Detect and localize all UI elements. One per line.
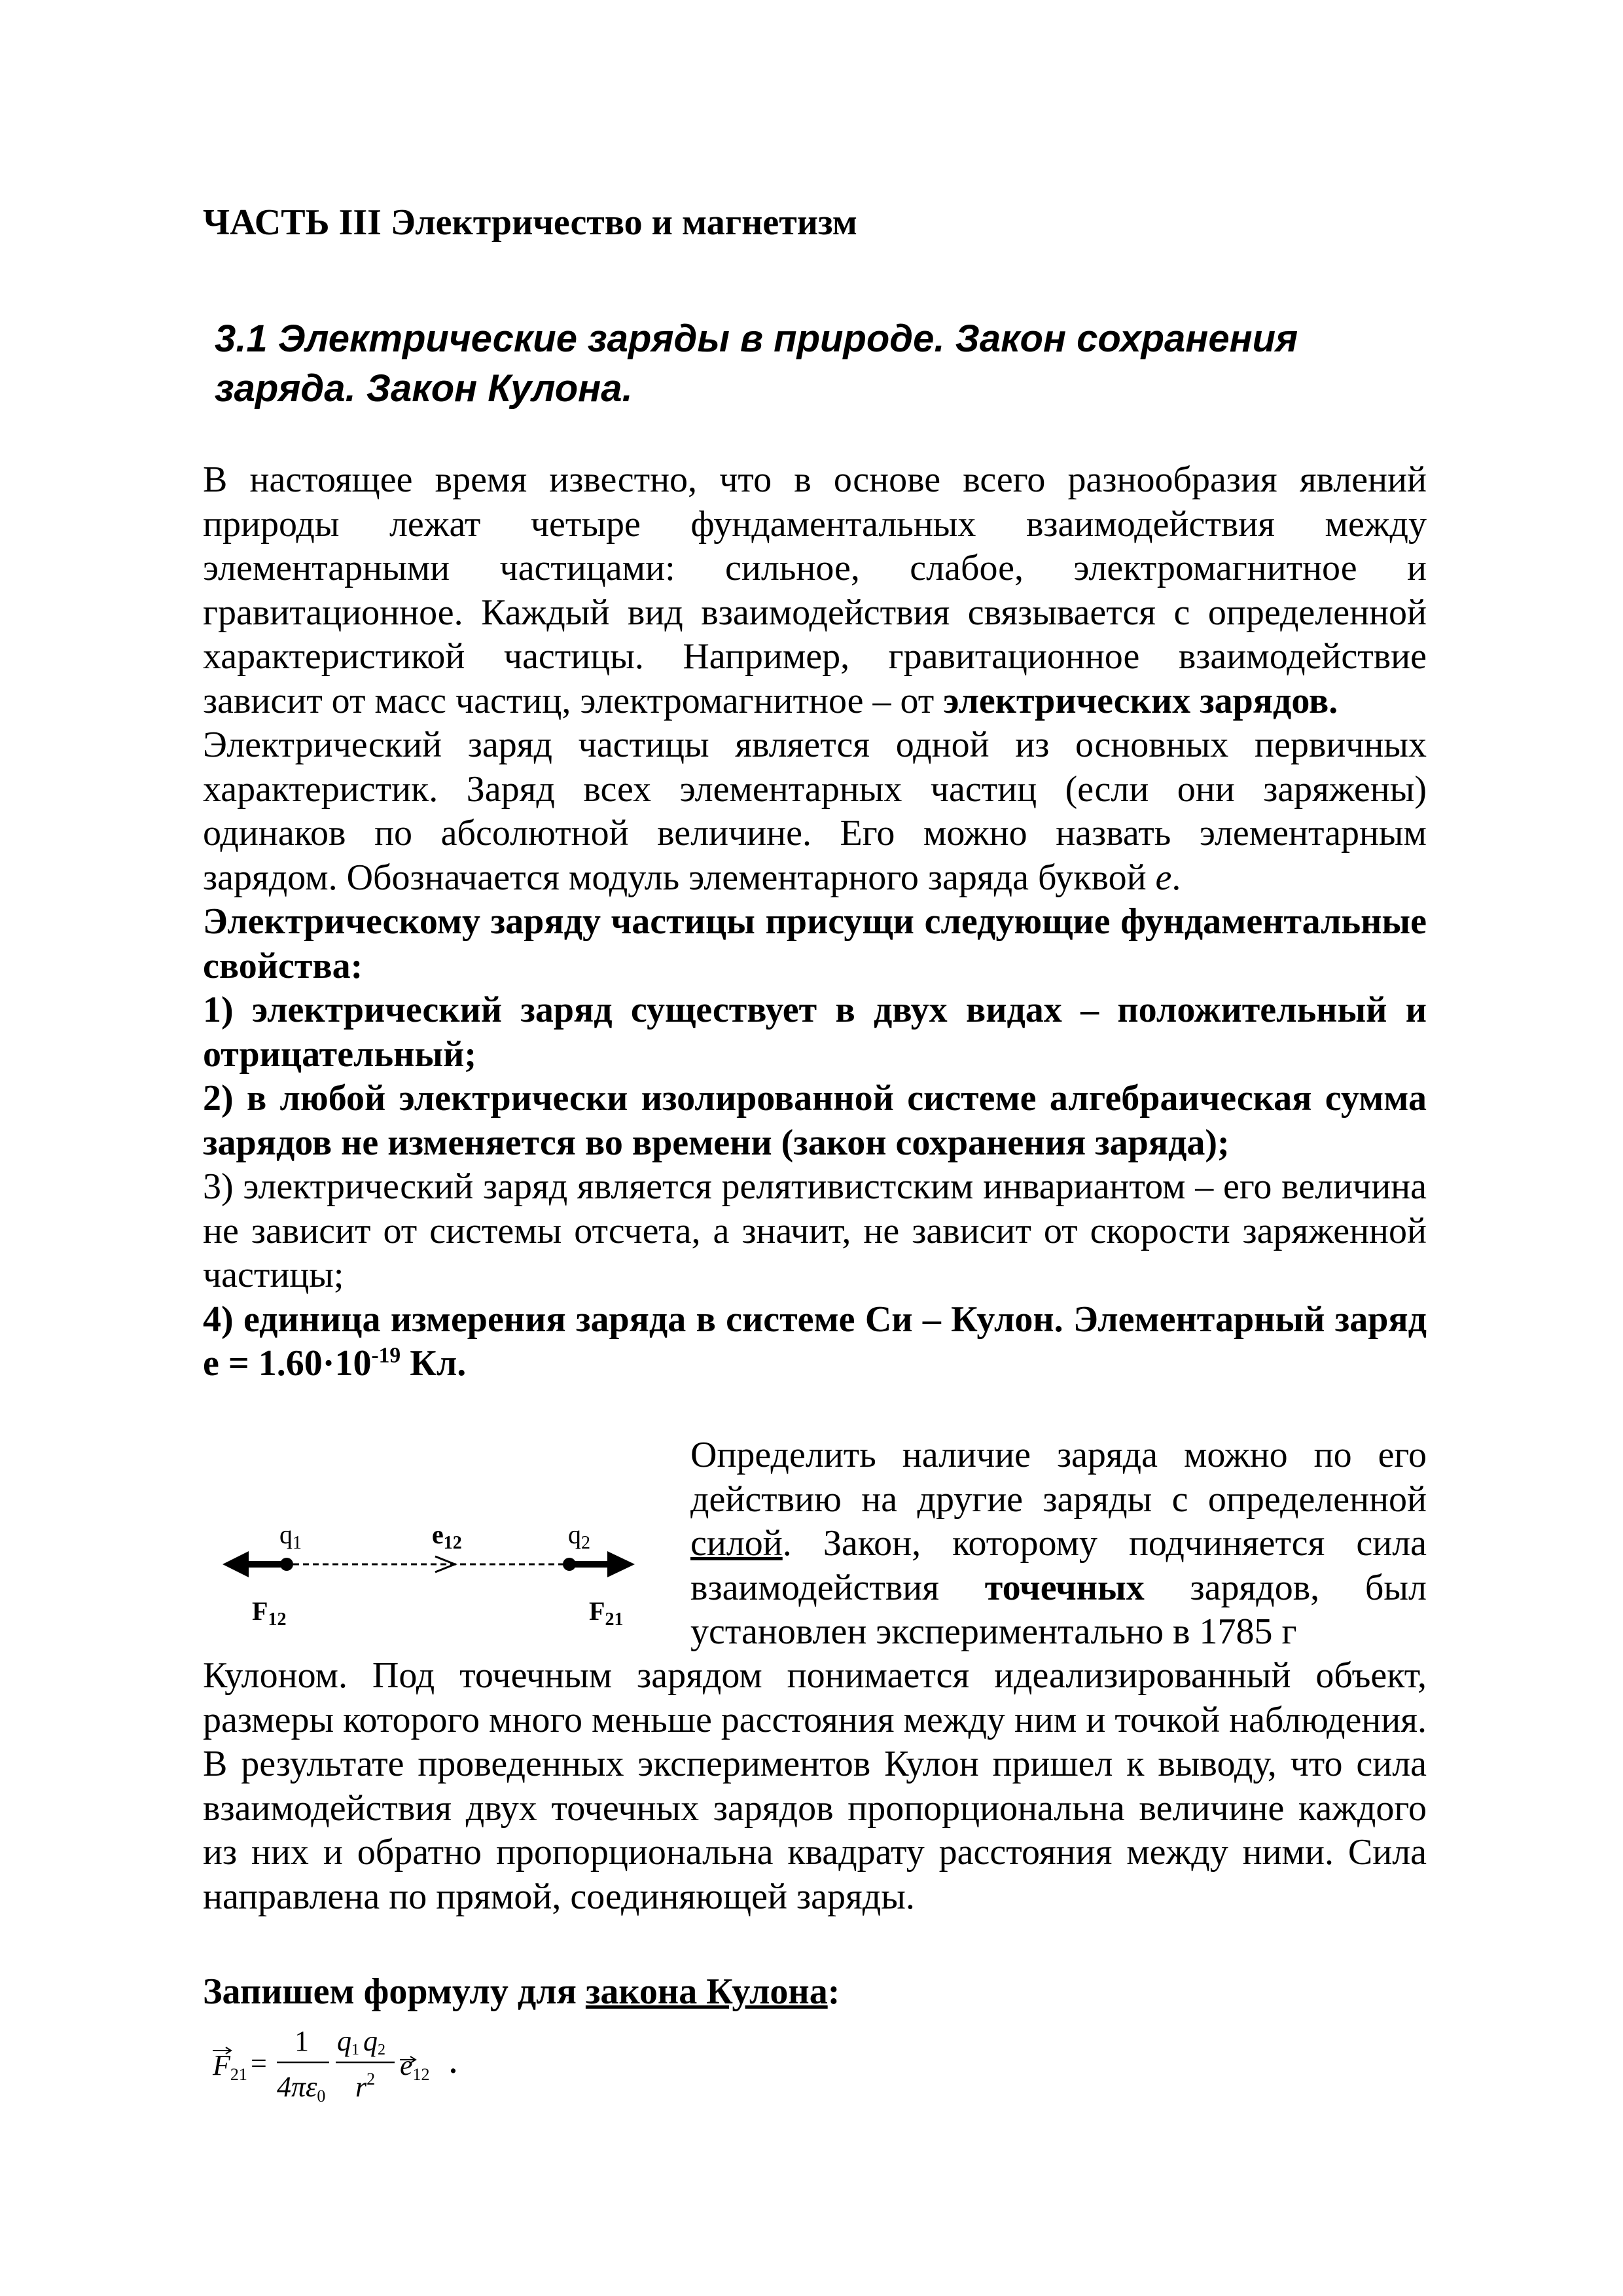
part-title: ЧАСТЬ III Электричество и магнетизм — [203, 202, 857, 243]
paragraph-point-charge: Кулоном. Под точечным зарядом понимается идеализированный объект, размеры которого много меньше расстояния между ним и точкой наблюдения. В результате проведенных экспериментов Кулон пришел к выводу, что сила взаимодействия двух точечных зарядов пропорциональна величине каждого из них и обратно пропорциональна квадрату расстояния между ними. Сила направлена по прямой, соединяющей заряды. — [203, 1655, 1427, 1917]
property-4 — [203, 1298, 1427, 1386]
coulomb-law-link[interactable]: закона Кулона — [585, 1971, 828, 2012]
formula-equals: = — [251, 2047, 267, 2079]
paragraph-elementary-charge-end: . — [1171, 857, 1181, 898]
paragraph-elementary-charge-text: Электрический заряд частицы является одной из основных первичных характеристик. Заряд всех элементарных частиц (если они заряжены) одинаков по абсолютной величине. Его можно назвать элементарным зарядом. Обозначается модуль элементарного заряда буквой — [203, 725, 1427, 898]
paragraph-interactions-bold: электрических зарядов. — [943, 680, 1338, 721]
paragraph-interactions — [203, 458, 1427, 723]
formula-unit-vector: e12 — [400, 2049, 430, 2084]
right-text-part-3: зарядов, был установлен экспериментально в 1785 г — [690, 1567, 1427, 1652]
f21-arrow-shaft — [569, 1561, 609, 1568]
property-4-text: 4) единица измерения заряда в системе Си – Кулон. Элементарный заряд e = 1.60·10 — [203, 1299, 1427, 1384]
paragraph-coulomb-experiment — [690, 1433, 1427, 1655]
f12-arrowhead — [223, 1551, 249, 1577]
f21-label: $F_{21}$ — [589, 1596, 624, 1630]
section-title: 3.1 Электрические заряды в природе. Закон сохранения заряда. Закон Кулона. — [215, 317, 1298, 410]
properties-heading: Электрическому заряду частицы присущи следующие фундаментальные свойства: — [203, 901, 1427, 986]
property-4-exponent: -19 — [371, 1343, 401, 1368]
formula-den1: 4πε0 — [277, 2071, 326, 2106]
property-4-unit: Кл. — [401, 1343, 467, 1384]
property-1: 1) электрический заряд существует в двух видах – положительный и отрицательный; — [203, 990, 1427, 1075]
formula-num2: q1 q2 — [337, 2025, 385, 2058]
property-3: 3) электрический заряд является релятивистским инвариантом – его величина не зависит от системы отсчета, а значит, не зависит от скорости заряженной частицы; — [203, 1166, 1427, 1295]
formula-num1: 1 — [294, 2025, 309, 2057]
right-text-part-2: . Закон, которому подчиняется сила взаимодействия — [690, 1523, 1427, 1608]
formula-lhs: F21 — [213, 2049, 247, 2084]
q2-label: $q_2$ — [568, 1520, 590, 1553]
charge-symbol: e — [1155, 857, 1172, 898]
formula-intro-colon: : — [827, 1971, 840, 2012]
formula-den2: $r^2$ — [355, 2070, 376, 2103]
f12-label: $F_{12}$ — [252, 1596, 287, 1630]
q1-label: $q_1$ — [279, 1520, 302, 1553]
paragraph-interactions-text: В настоящее время известно, что в основе всего разнообразия явлений природы лежат четыре фундаментальных взаимодействия между элементарными частицами: сильное, слабое, электромагнитное и гравитационное. Каждый вид взаимодействия связывается с определенной характеристикой частицы. Например, гравитационное взаимодействие зависит от масс частиц, электромагнитное – от — [203, 459, 1427, 721]
formula-intro-text: Запишем формулу для — [203, 1971, 586, 2012]
formula-end: . — [450, 2047, 457, 2079]
coulomb-law-formula — [206, 2019, 533, 2117]
force-link[interactable]: силой — [690, 1523, 783, 1564]
charges-force-diagram — [209, 1505, 654, 1636]
paragraph-elementary-charge — [203, 723, 1427, 900]
property-2: 2) в любой электрически изолированной системе алгебраическая сумма зарядов не изменяется во времени (закон сохранения заряда); — [203, 1078, 1427, 1163]
charge-q1-dot — [280, 1558, 293, 1571]
right-text-bold: точечных — [984, 1567, 1145, 1608]
e12-label: $e_{12}$ — [432, 1520, 462, 1553]
body-text-top — [203, 458, 1427, 1386]
f21-arrowhead — [607, 1551, 635, 1577]
formula-intro — [203, 1970, 1427, 2015]
right-text-part-1: Определить наличие заряда можно по его действию на другие заряды с определенной — [690, 1435, 1427, 1520]
